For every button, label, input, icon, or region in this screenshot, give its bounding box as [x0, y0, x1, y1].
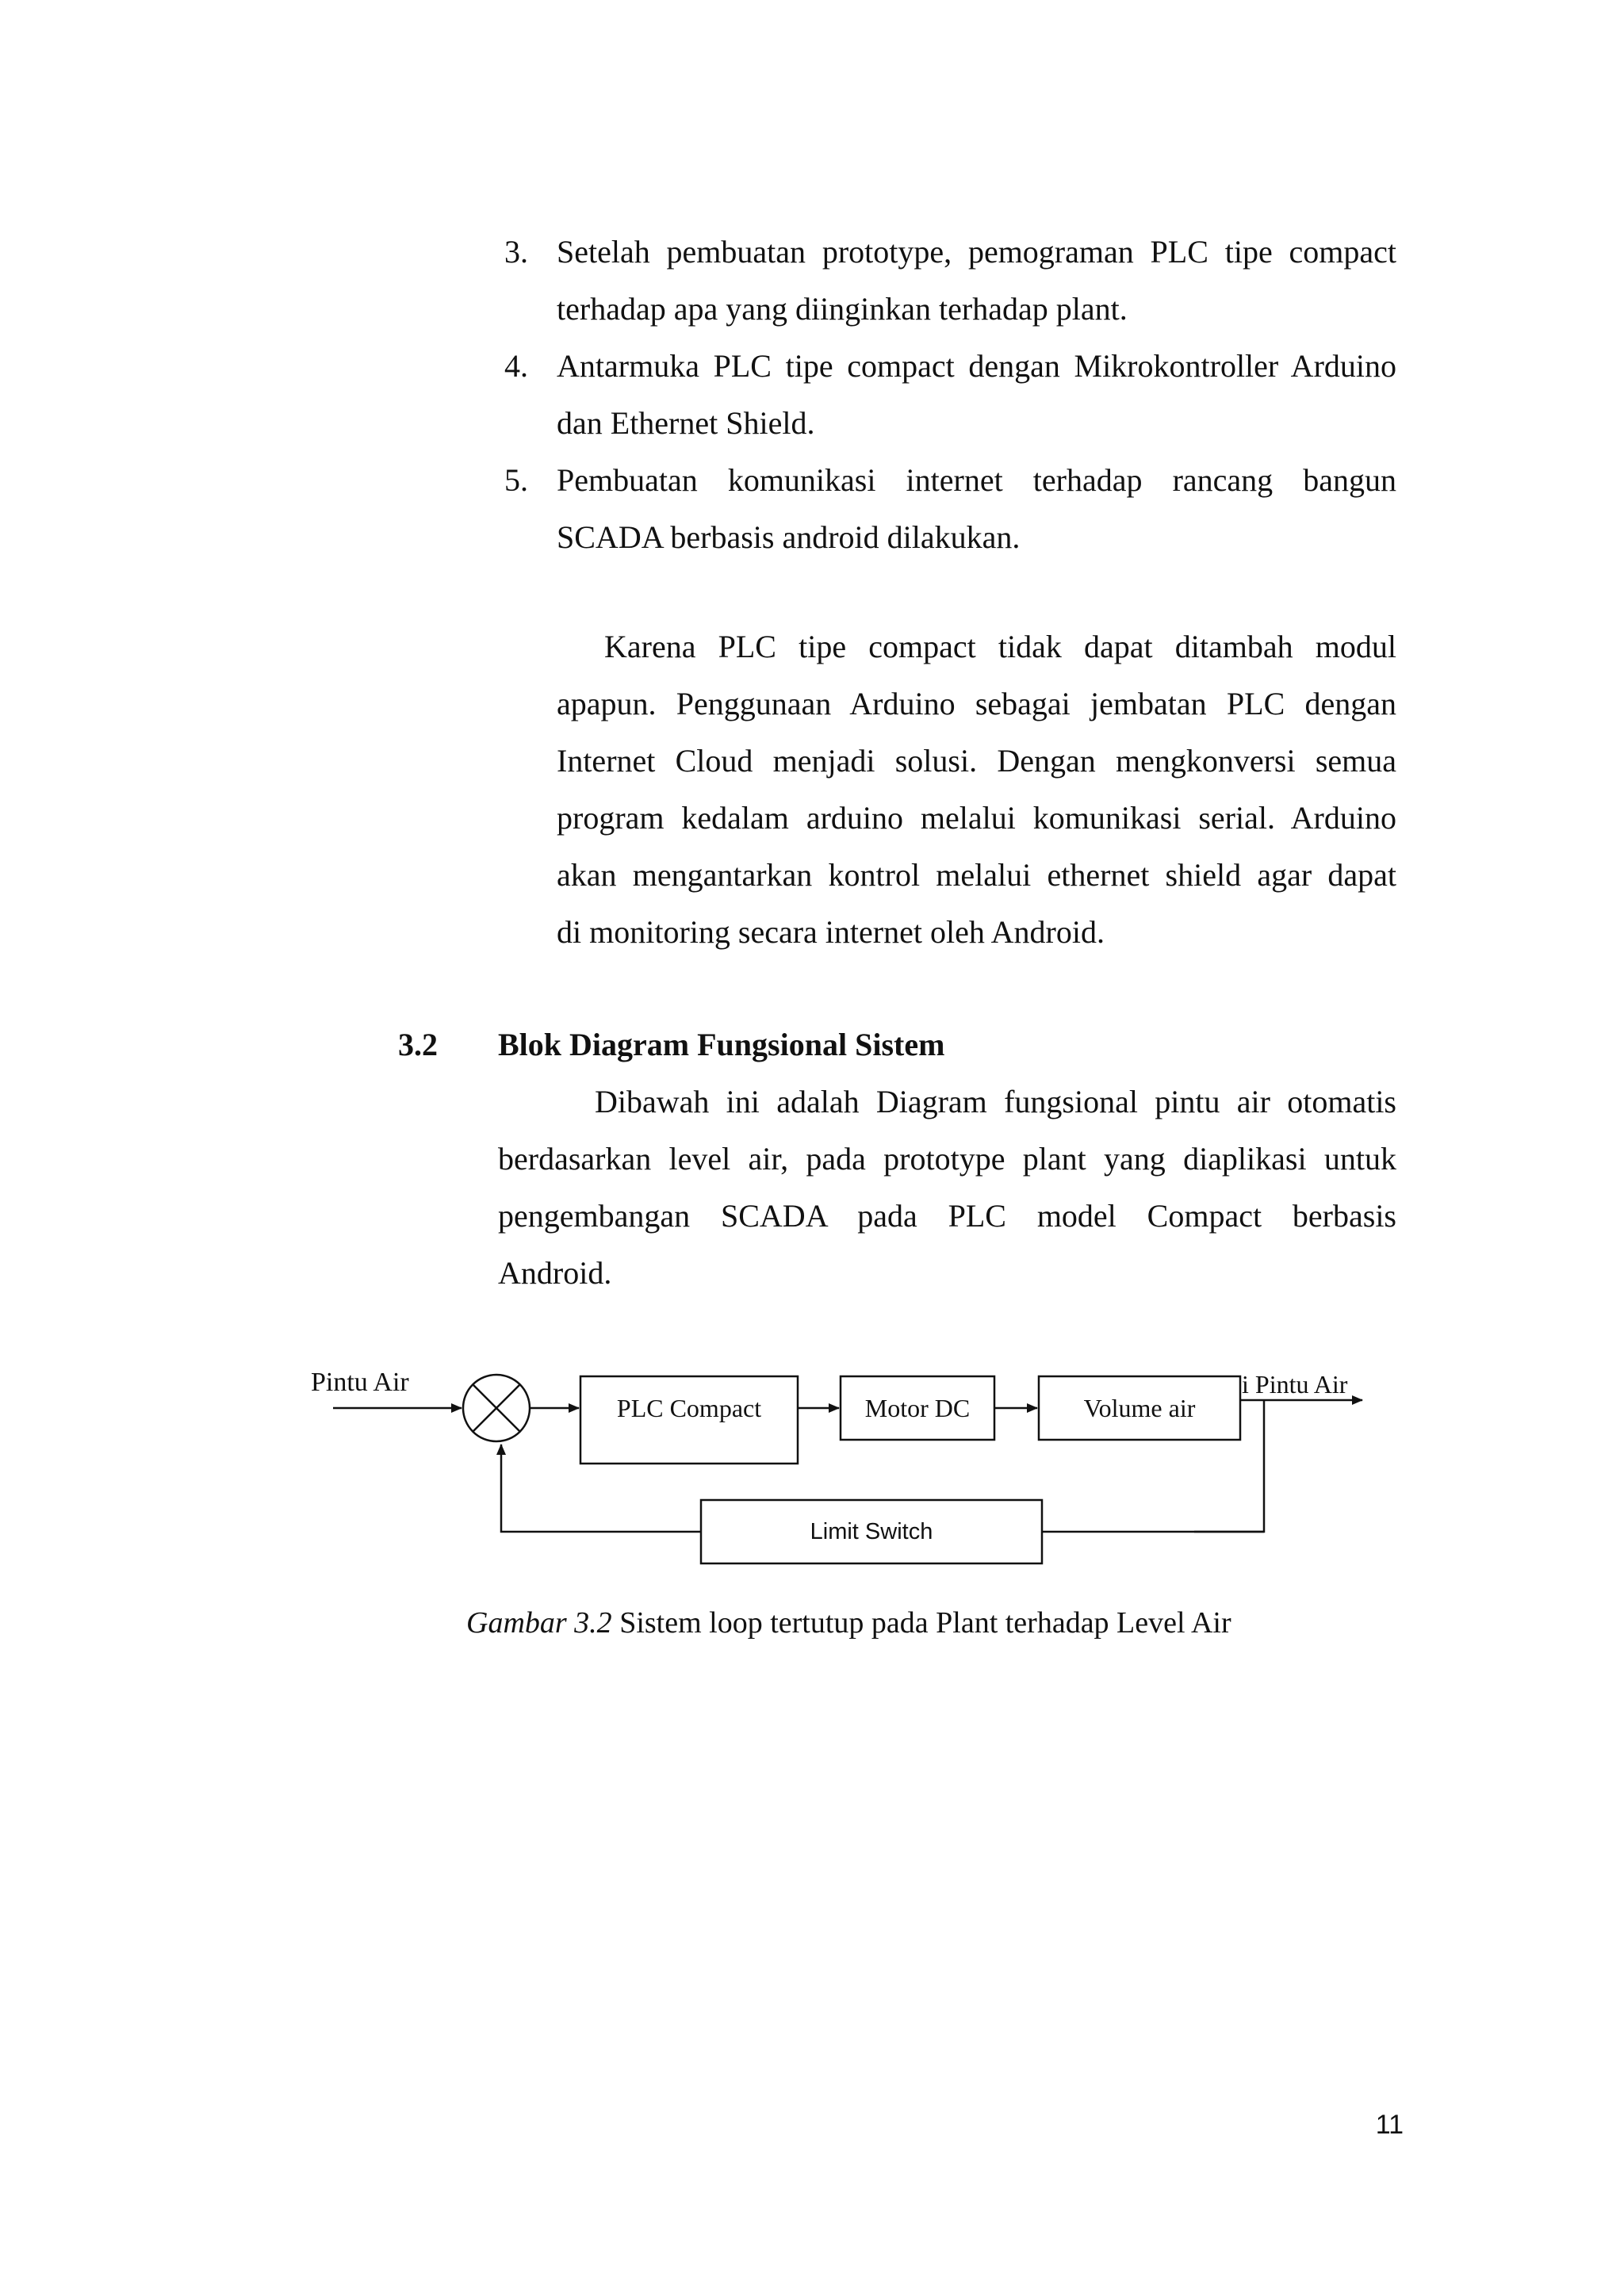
plc-compact-label: PLC Compact [616, 1394, 762, 1422]
paragraph-line: Dibawah ini adalah Diagram fungsional pintu air otomatis [595, 1084, 1396, 1119]
list-number: 3. [504, 234, 528, 270]
list-number: 5. [504, 462, 528, 498]
paragraph-line: Android. [498, 1255, 612, 1291]
list-line: Setelah pembuatan prototype, pemograman PLC tipe compact [557, 234, 1396, 270]
list-text [557, 452, 1396, 566]
list-line: Antarmuka PLC tipe compact dengan Mikrokontroller Arduino [557, 348, 1396, 384]
paragraph-line: program kedalam arduino melalui komunikasi serial. Arduino [557, 800, 1396, 836]
block-diagram-lines [301, 1356, 1396, 1594]
list-item [504, 224, 1396, 338]
motor-dc-label: Motor DC [864, 1394, 971, 1422]
figure-caption [466, 1603, 1259, 1643]
page-number: 11 [1375, 2110, 1404, 2140]
list-line: SCADA berbasis android dilakukan. [557, 519, 1021, 555]
paragraph-line: di monitoring secara internet oleh Android. [557, 914, 1105, 950]
block-diagram [301, 1356, 1396, 1594]
input-label: Pintu Air [311, 1368, 409, 1397]
section-paragraph [498, 1073, 1396, 1302]
limit-switch-label: Limit Switch [810, 1519, 933, 1544]
summing-junction [463, 1375, 530, 1441]
paragraph-line: akan mengantarkan kontrol melalui ethernet shield agar dapat [557, 857, 1396, 893]
section-number: 3.2 [398, 1027, 438, 1062]
paragraph-line: Karena PLC tipe compact tidak dapat ditambah modul [604, 629, 1396, 664]
list-item [504, 338, 1396, 452]
numbered-list [504, 224, 1396, 566]
list-line: terhadap apa yang diinginkan terhadap plant. [557, 291, 1128, 327]
paragraph-line: Internet Cloud menjadi solusi. Dengan mengkonversi semua [557, 743, 1396, 779]
caption-lead: Gambar 3.2 [466, 1606, 612, 1640]
list-line: Pembuatan komunikasi internet terhadap rancang bangun [557, 462, 1396, 498]
section-heading [398, 1016, 944, 1073]
volume-air-label: Volume air [1083, 1394, 1196, 1422]
caption-text: Sistem loop tertutup pada Plant terhadap Level Air [611, 1606, 1231, 1640]
list-text [557, 338, 1396, 452]
paragraph-line: apapun. Penggunaan Arduino sebagai jembatan PLC dengan [557, 686, 1396, 721]
list-text [557, 224, 1396, 338]
paragraph-line: berdasarkan level air, pada prototype plant yang diaplikasi untuk [498, 1141, 1396, 1177]
section-title: Blok Diagram Fungsional Sistem [498, 1027, 945, 1062]
paragraph-line: pengembangan SCADA pada PLC model Compact berbasis [498, 1198, 1396, 1234]
feedback-line-left [501, 1445, 701, 1532]
body-paragraph [557, 618, 1396, 961]
output-label: i Pintu Air [1242, 1370, 1348, 1399]
list-item [504, 452, 1396, 566]
list-line: dan Ethernet Shield. [557, 405, 815, 441]
list-number: 4. [504, 348, 528, 384]
